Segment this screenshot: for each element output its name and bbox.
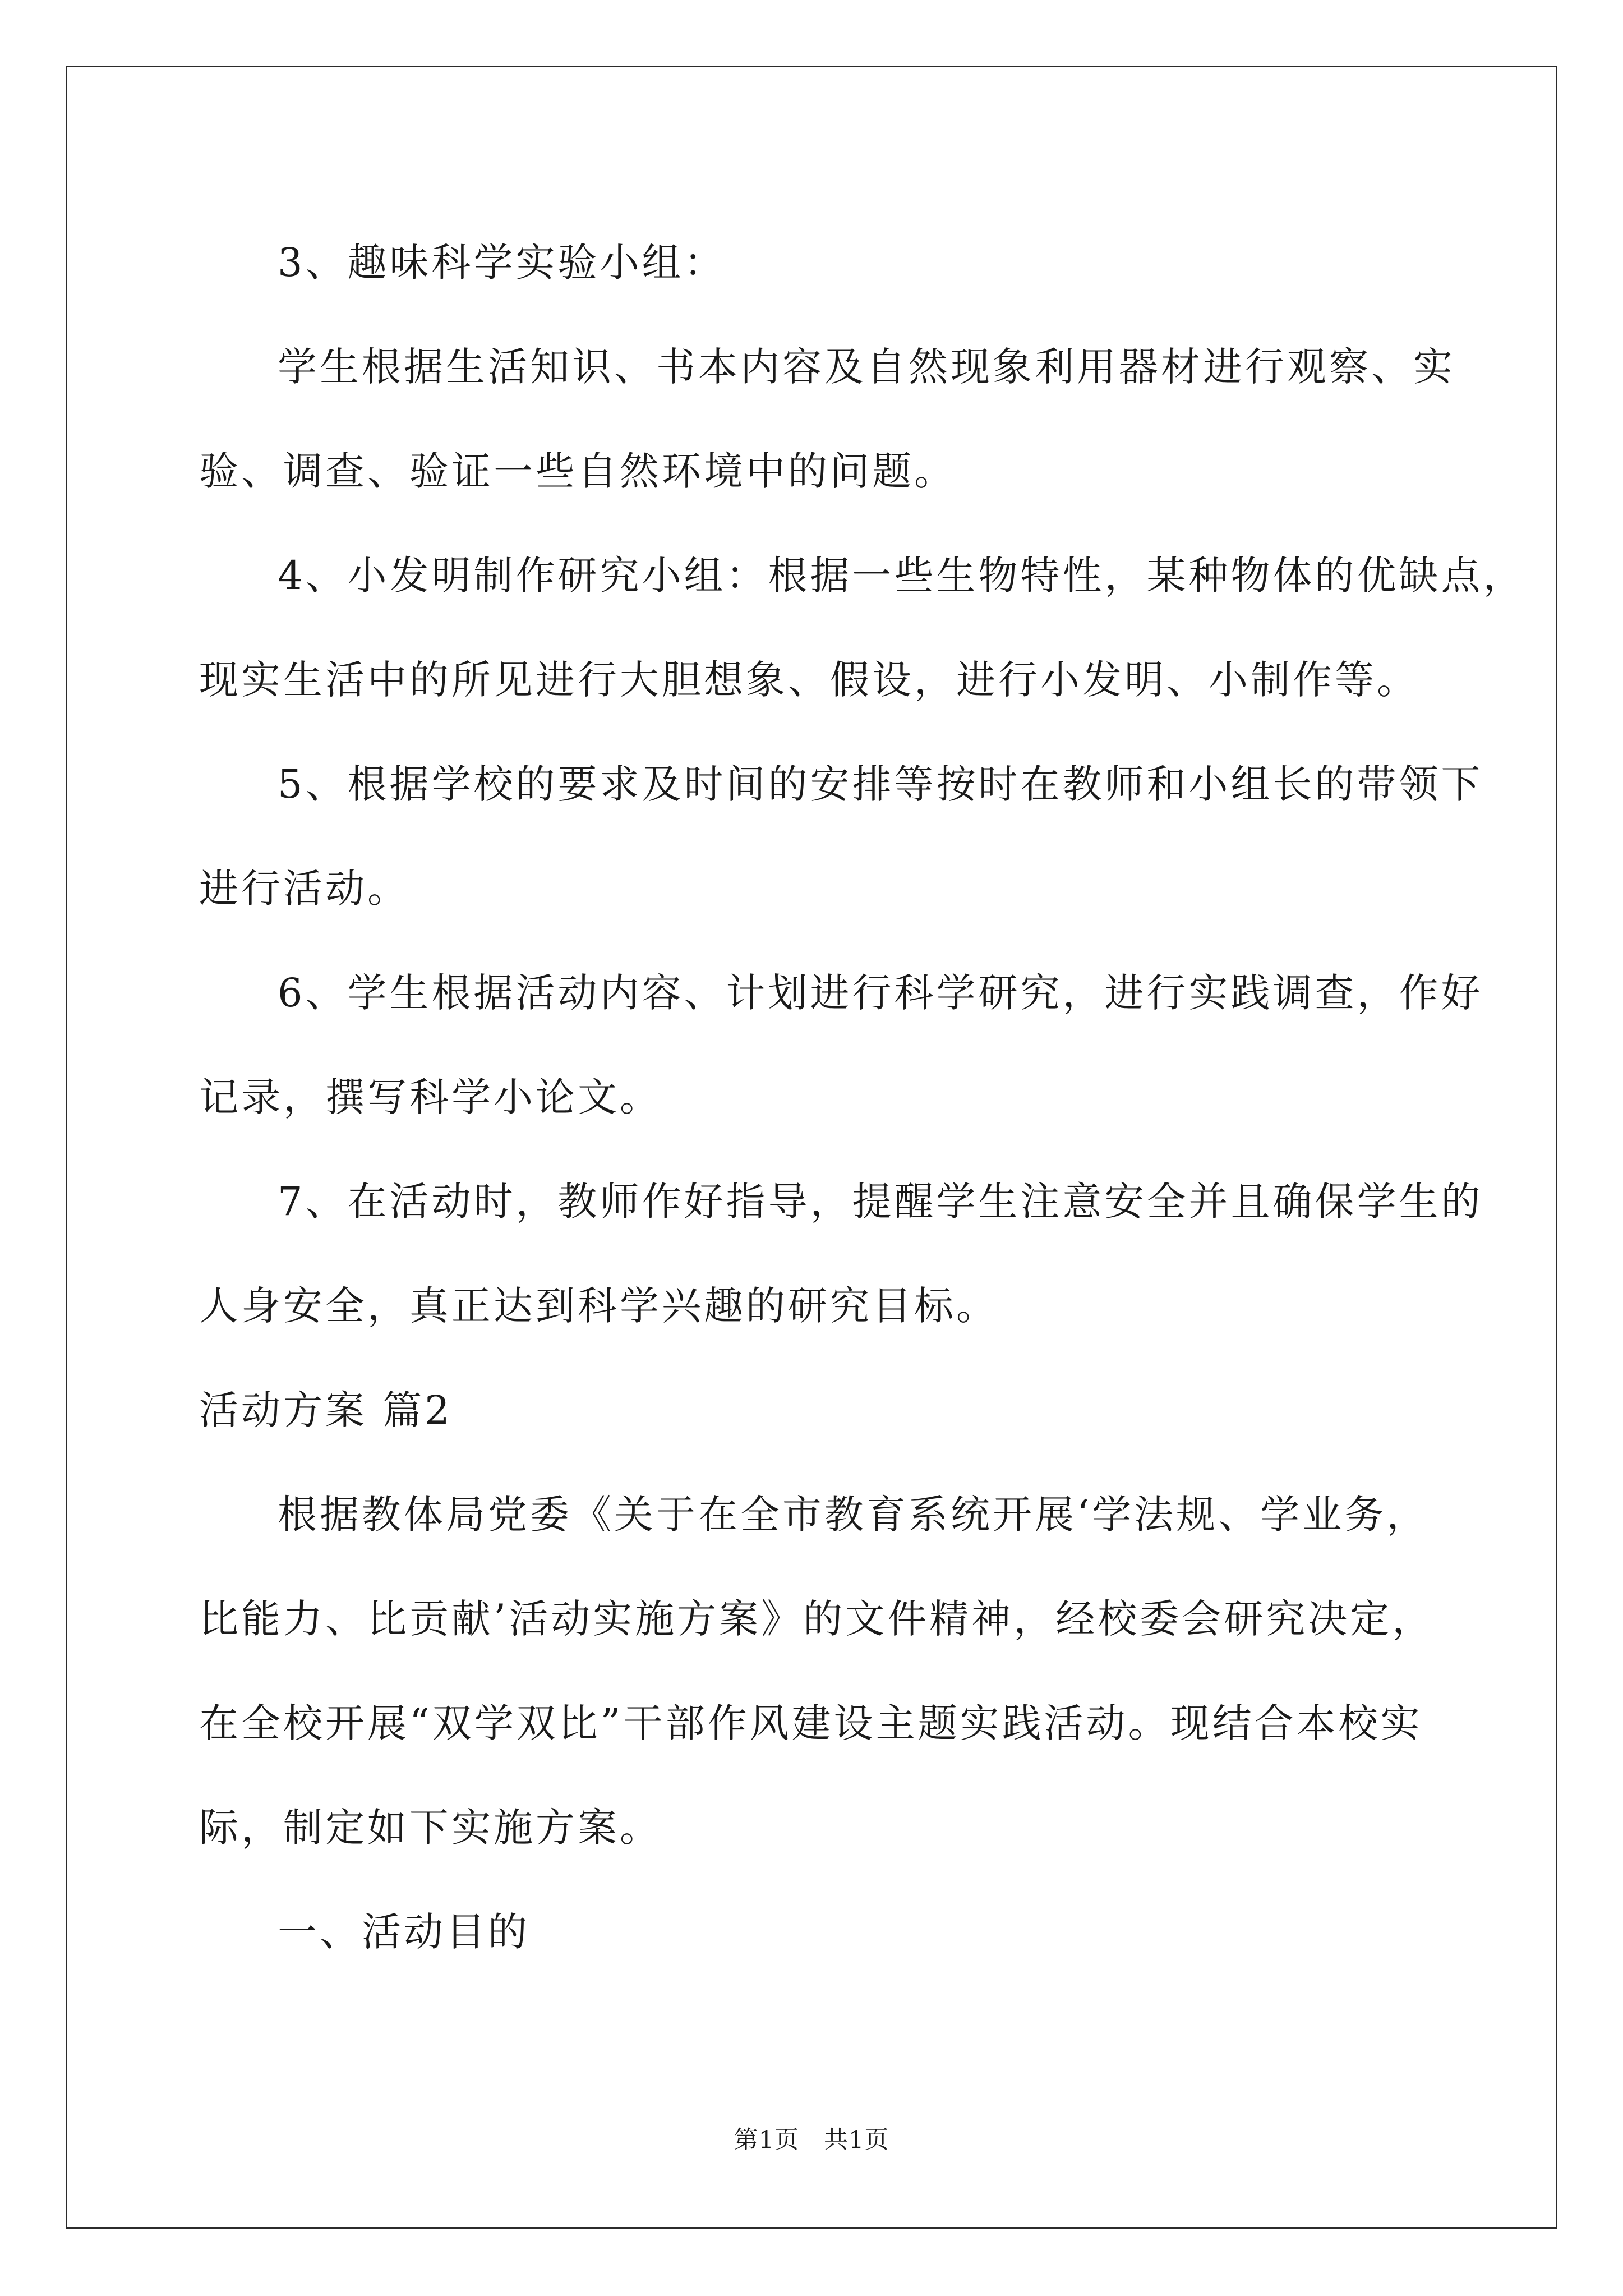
subheading-purpose [199, 1880, 1424, 1984]
paragraph-experiment-group [199, 210, 1424, 315]
paragraph-experiment-desc [199, 315, 1455, 523]
paragraph-invention-group [199, 523, 1525, 732]
text-line: 际，制定如下实施方案。 [199, 1805, 662, 1851]
page-footer [0, 2123, 1623, 2157]
paragraph-schedule [199, 732, 1483, 941]
text-line: 比能力、比贡献’活动实施方案》的文件精神，经校委会研究决定， [199, 1596, 1435, 1642]
document-body [199, 210, 1525, 1984]
text-line: 一、活动目的 [278, 1909, 530, 1955]
paragraph-safety [199, 1149, 1483, 1358]
page-number: 第1页 [734, 2126, 799, 2154]
text-line: 进行活动。 [199, 866, 409, 912]
text-line: 现实生活中的所见进行大胆想象、假设，进行小发明、小制作等。 [199, 657, 1419, 703]
text-line: 5、根据学校的要求及时间的安排等按时在教师和小组长的带领下 [278, 761, 1483, 807]
text-line: 3、趣味科学实验小组： [278, 240, 726, 286]
text-line: 验、调查、验证一些自然环境中的问题。 [199, 448, 956, 494]
text-line: 根据教体局党委《关于在全市教育系统开展‘学法规、学业务， [278, 1492, 1429, 1538]
text-line: 人身安全，真正达到科学兴趣的研究目标。 [199, 1283, 998, 1329]
text-line: 7、在活动时，教师作好指导，提醒学生注意安全并且确保学生的 [278, 1179, 1483, 1225]
text-line: 6、学生根据活动内容、计划进行科学研究，进行实践调查，作好 [278, 970, 1483, 1016]
text-line: 4、小发明制作研究小组：根据一些生物特性，某种物体的优缺点， [278, 553, 1525, 599]
text-line: 学生根据生活知识、书本内容及自然现象利用器材进行观察、实 [278, 344, 1455, 390]
text-line: 活动方案 篇2 [199, 1387, 453, 1433]
text-line: 在全校开展“双学双比”干部作风建设主题实践活动。现结合本校实 [199, 1700, 1423, 1746]
paragraph-intro [199, 1462, 1435, 1880]
text-line: 记录，撰写科学小论文。 [199, 1074, 662, 1120]
page-total: 共1页 [824, 2126, 889, 2154]
section-heading [199, 1358, 1424, 1462]
paragraph-research [199, 941, 1483, 1149]
